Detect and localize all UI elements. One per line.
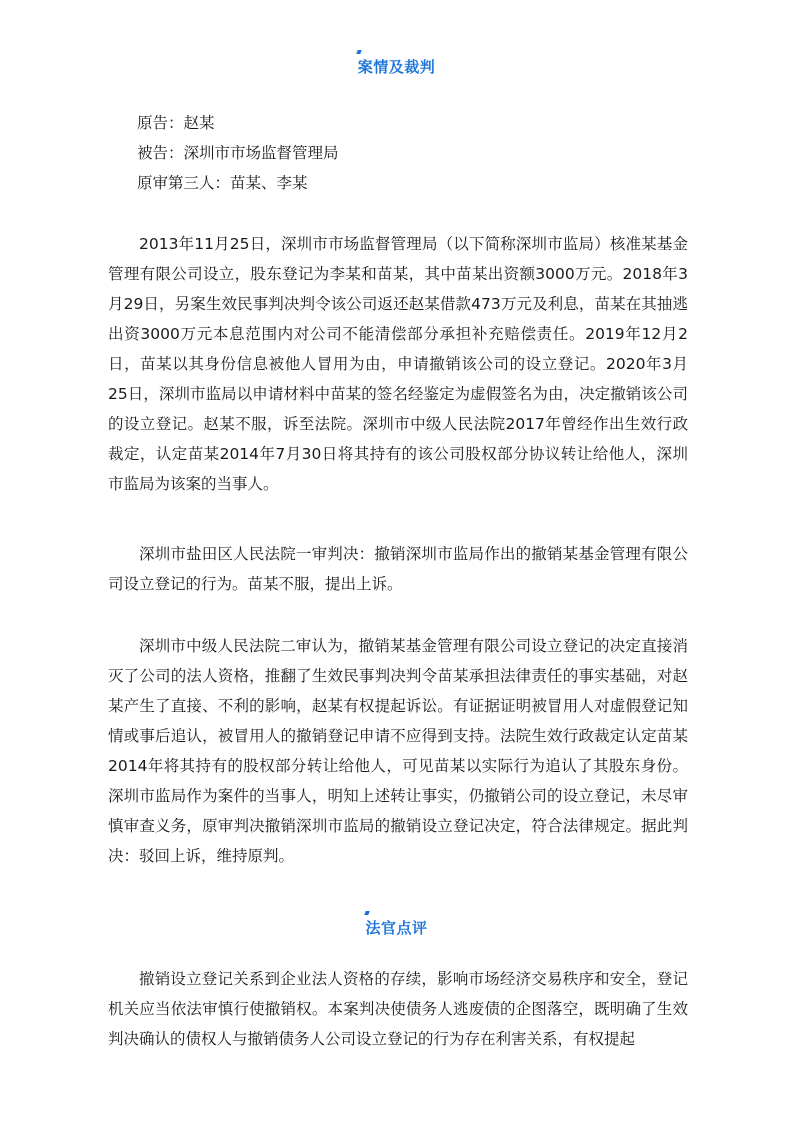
comment-paragraph: 撤销设立登记关系到企业法人资格的存续，影响市场经济交易秩序和安全，登记机关应当依法审慎行使撤销权。本案判决使债务人逃废债的企图落空，既明确了生效判决确认的债权人与撤销债务人公司设立登记的行为存在利害关系，有权提起 <box>108 970 688 1048</box>
facts-paragraph: 2013年11月25日，深圳市市场监督管理局（以下简称深圳市监局）核准某基金管理有限公司设立，股东登记为李某和苗某，其中苗某出资额3000万元。2018年3月29日，另案生效民事判决判令该公司返还赵某借款473万元及利息，苗某在其抽逃出资3000万元本息范围内对公司不能清偿部分承担补充赔偿责任。2019年12月2日，苗某以其身份信息被他人冒用为由，申请撤销该公司的设立登记。2020年3月25日，深圳市监局以申请材料中苗某的签名经鉴定为虚假签名为由，决定撤销该公司的设立登记。赵某不服，诉至法院。深圳市中级人民法院2017年曾经作出生效行政裁定，认定苗某2014年7月30日将其持有的该公司股权部分协议转让给他人，深圳市监局为该案的当事人。 <box>108 235 688 493</box>
title-marker-icon <box>364 911 369 915</box>
case-section-title: 案情及裁判 <box>357 58 436 76</box>
title-marker-icon <box>356 50 361 54</box>
defendant-line: 被告：深圳市市场监督管理局 <box>137 144 339 162</box>
comment-section-title: 法官点评 <box>365 919 428 937</box>
second-instance-paragraph: 深圳市中级人民法院二审认为，撤销某基金管理有限公司设立登记的决定直接消灭了公司的法人资格，推翻了生效民事判决判令苗某承担法律责任的事实基础，对赵某产生了直接、不利的影响，赵某有权提起诉讼。有证据证明被冒用人对虚假登记知情或事后追认，被冒用人的撤销登记申请不应得到支持。法院生效行政裁定认定苗某2014年将其持有的股权部分转让给他人，可见苗某以实际行为追认了其股东身份。深圳市监局作为案件的当事人，明知上述转让事实，仍撤销公司的设立登记，未尽审慎审查义务，原审判决撤销深圳市监局的撤销设立登记决定，符合法律规定。据此判决：驳回上诉，维持原判。 <box>108 637 688 865</box>
first-instance-paragraph: 深圳市盐田区人民法院一审判决：撤销深圳市监局作出的撤销某基金管理有限公司设立登记的行为。苗某不服，提出上诉。 <box>108 545 688 593</box>
parties-list <box>137 108 339 198</box>
case-section-header <box>0 56 793 77</box>
comment-section-header <box>0 917 793 938</box>
third-party-line: 原审第三人：苗某、李某 <box>137 174 308 192</box>
plaintiff-line: 原告：赵某 <box>137 114 215 132</box>
